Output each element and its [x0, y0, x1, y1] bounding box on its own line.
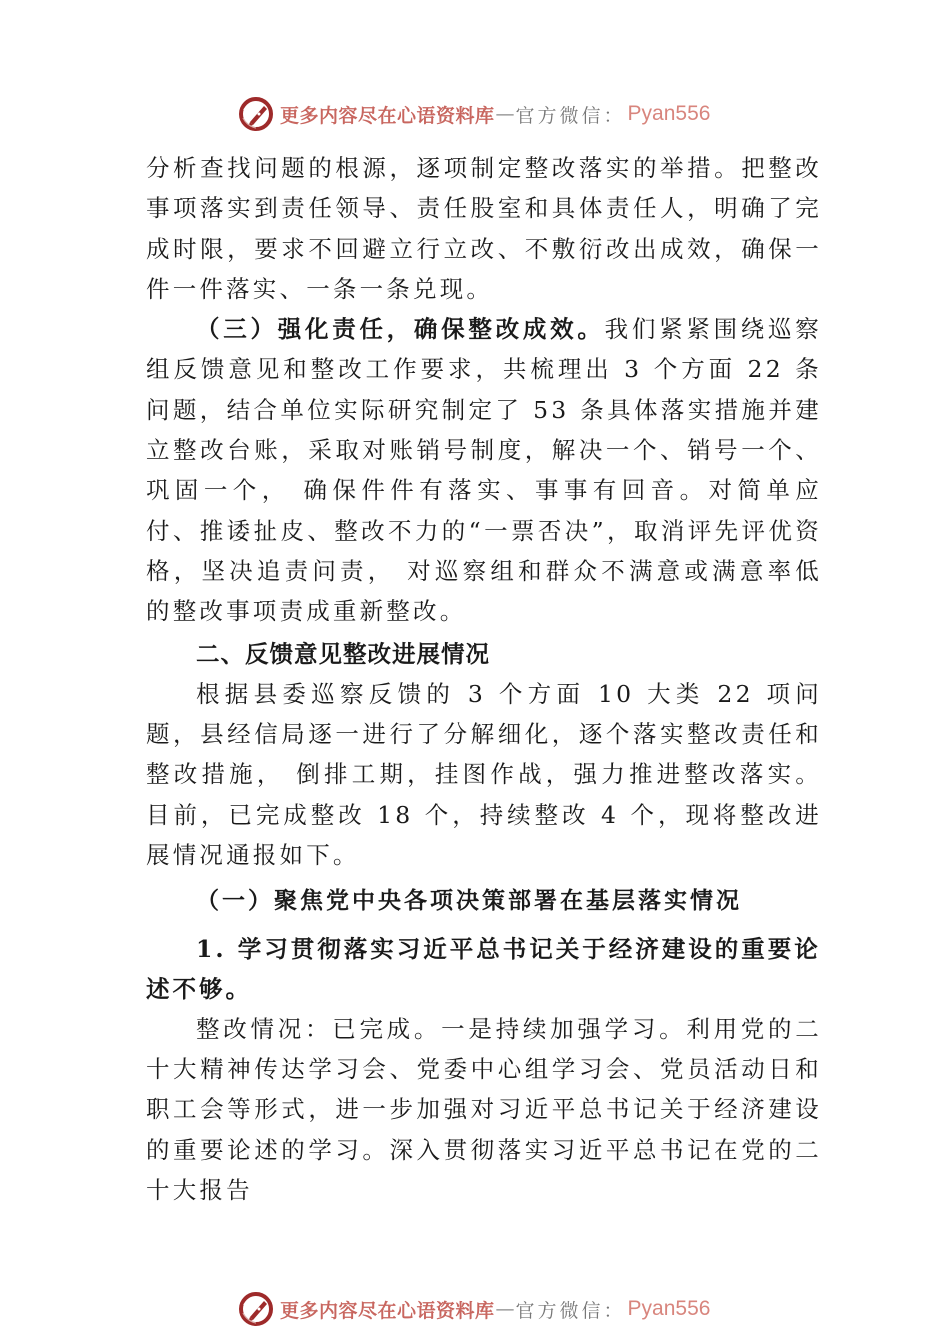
watermark-dash: — — [495, 1298, 515, 1320]
section-heading-progress: 二、反馈意见整改进展情况 — [196, 639, 490, 668]
footer-watermark — [238, 1289, 710, 1329]
paragraph-continued-analysis: 分析查找问题的根源，逐项制定整改落实的举措。把整改事项落实到责任领导、责任股室和具体责任人，明确了完成时限，要求不回避立行立改、不敷衍改出成效，确保一件一件落实、一条一条兑现。 — [146, 154, 822, 303]
paragraph-rectification-status: 整改情况：已完成。一是持续加强学习。利用党的二十大精神传达学习会、党委中心组学习会、党员活动日和职工会等形式，进一步加强对习近平总书记关于经济建设的重要论述的学习。深入贯彻落实习近平总书记在党的二十大报告 — [146, 1014, 822, 1204]
watermark-dash: — — [495, 103, 515, 125]
item-heading-economic-discourse: 1. 学习贯彻落实习近平总书记关于经济建设的重要论述不够。 — [146, 934, 821, 1003]
watermark-brand-text: 更多内容尽在心语资料库 — [280, 104, 495, 127]
watermark-label-text: 官方微信： — [515, 1299, 626, 1322]
watermark-brand-text: 更多内容尽在心语资料库 — [280, 1299, 495, 1322]
header-watermark — [238, 94, 710, 134]
paragraph-progress-summary: 根据县委巡察反馈的 3 个方面 10 大类 22 项问题，县经信局逐一进行了分解细化，逐个落实整改责任和整改措施， 倒排工期，挂图作战，强力推进整改落实。目前，已完成整改 18 个，持续整改 4 个，现将整改进展情况通报如下。 — [146, 679, 822, 870]
watermark-wechat-id: Pyan556 — [627, 102, 711, 125]
pen-nib-logo-icon — [238, 96, 274, 132]
subsection-heading-central-decisions: （一）聚焦党中央各项决策部署在基层落实情况 — [196, 887, 742, 915]
pen-nib-logo-icon — [238, 1291, 274, 1327]
watermark-label-text: 官方微信： — [515, 104, 626, 127]
document-body — [146, 148, 822, 1210]
paragraph-strengthen-responsibility — [146, 309, 822, 631]
paragraph-lead-heading: （三）强化责任，确保整改成效。 — [196, 315, 605, 344]
paragraph-body-text: 我们紧紧围绕巡察组反馈意见和整改工作要求，共梳理出 3 个方面 22 条问题，结合单位实际研究制定了 53 条具体落实措施并建立整改台账，采取对账销号制度，解决一个、销号一个、巩固一个， 确保件件有落实、事事有回音。对简单应付、推诿扯皮、整改不力的“一票否决”，取消评先评优资格，坚决追责问责， 对巡察组和群众不满意或满意率低的整改事项责成重新整改。 — [146, 315, 822, 626]
watermark-wechat-id: Pyan556 — [627, 1297, 711, 1320]
